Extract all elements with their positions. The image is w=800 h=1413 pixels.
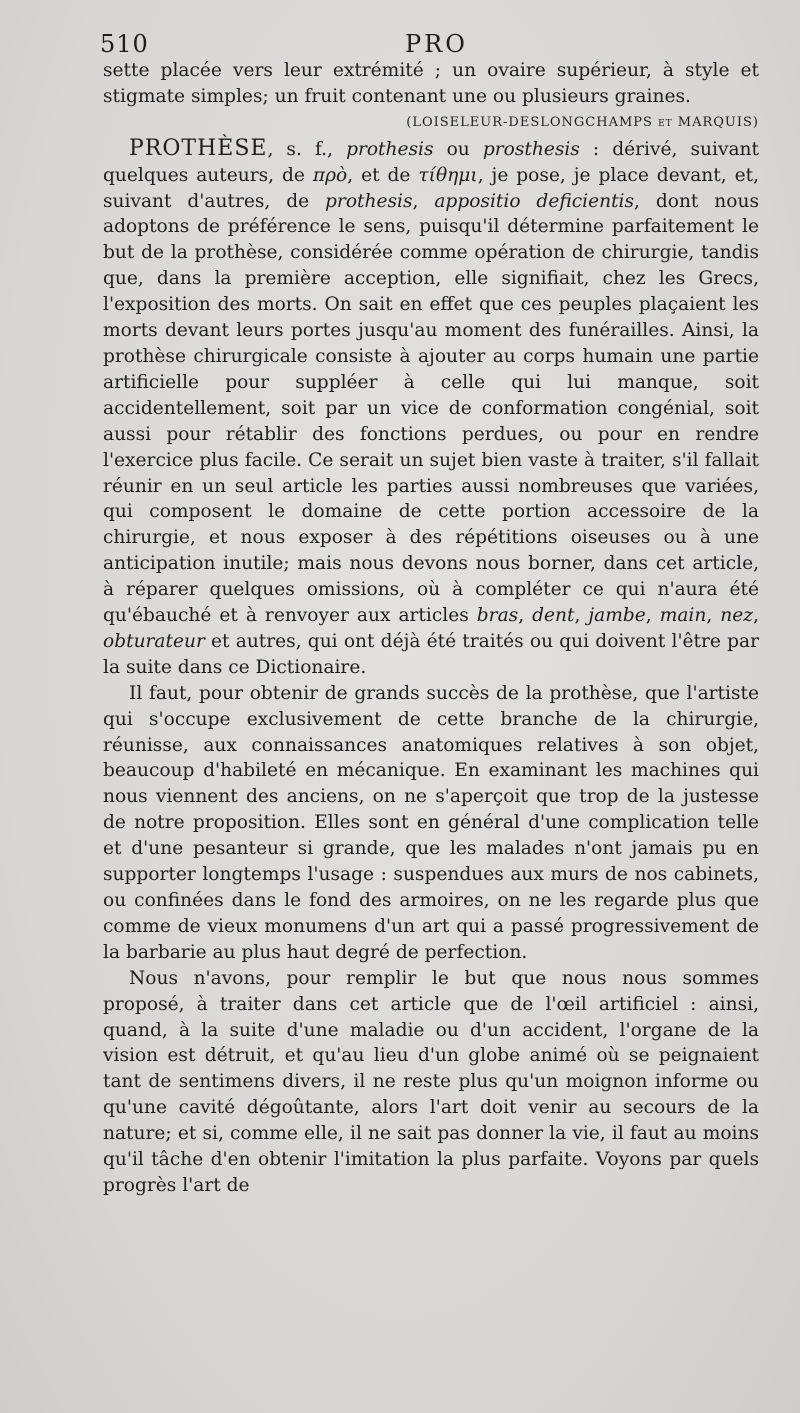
entry-headword: PROTHÈSE: [129, 135, 268, 161]
author-attribution: (LOISELEUR-DESLONGCHAMPS et MARQUIS): [406, 114, 759, 130]
paragraph-continuation: sette placée vers leur extrémité ; un ovaire supérieur, à style et stigmate simples; un fruit contenant une ou plusieurs graines.: [103, 60, 759, 107]
paragraph-artificial-eye: Nous n'avons, pour remplir le but que nous nous sommes proposé, à traiter dans cet article que de l'œil artificiel : ainsi, quand, à la suite d'une maladie ou d'un accident, l'organe de la vision est détruit, et qu'au lieu d'un globe animé où se peignaient tant de sentimens divers, il ne reste plus qu'un moignon informe ou qu'une cavité dégoûtante, alors l'art doit venir au secours de la nature; et si, comme elle, il ne sait pas donner la vie, il faut au moins qu'il tâche d'en obtenir l'imitation la plus parfaite. Voyons par quels progrès l'art de: [103, 967, 759, 1196]
paragraph-success-conditions: Il faut, pour obtenir de grands succès de la prothèse, que l'artiste qui s'occupe exclusivement de cette branche de la chirurgie, réunisse, aux connaissances anatomiques relatives à son objet, beaucoup d'habileté en mécanique. En examinant les machines qui nous viennent des anciens, on ne s'aperçoit que trop de la justesse de notre proposition. Elles sont en général d'une complication telle et d'une pesanteur si grande, que les malades n'ont jamais pu en supporter longtemps l'usage : suspendues aux murs de nos cabinets, ou confinées dans le fond des armoires, on ne les regarde plus que comme de vieux monumens d'un art qui a passé progressivement de la barbarie au plus haut degré de perfection.: [103, 682, 759, 963]
running-head: PRO: [405, 30, 468, 58]
page-number: 510: [100, 30, 149, 58]
greek-word: τίθημι: [418, 164, 478, 186]
greek-word: πρὸ: [312, 164, 348, 186]
body-text: [103, 58, 759, 1199]
paragraph-prothese-definition: PROTHÈSE, s. f., prothesis ou prosthesis : dérivé, suivant quelques auteurs, de πρὸ, et de τίθημι, je pose, je place devant, et, suivant d'autres, de prothesis, appositio deficientis, dont nous adoptons de préférence le sens, puisqu'il détermine parfaitement le but de la prothèse, considérée comme opération de chirurgie, tandis que, dans la première acception, elle signifiait, chez les Grecs, l'exposition des morts. On sait en effet que ces peuples plaçaient les morts devant leurs portes jusqu'au moment des funérailles. Ainsi, la prothèse chirurgicale consiste à ajouter au corps humain une partie artificielle pour suppléer à celle qui lui manque, soit accidentellement, soit par un vice de conformation congénial, soit aussi pour rétablir des fonctions perdues, ou pour en rendre l'exercice plus facile. Ce serait un sujet bien vaste à traiter, s'il fallait réunir en un seul article les parties aussi nombreuses que variées, qui composent le domaine de cette portion accessoire de la chirurgie, et nous exposer à des répétitions oiseuses ou à une anticipation inutile; mais nous devons nous borner, dans cet article, à réparer quelques omissions, où à compléter ce qui n'aura été qu'ébauché et à renvoyer aux articles bras, dent, jambe, main, nez, obturateur et autres, qui ont déjà été traités ou qui doivent l'être par la suite dans ce Dictionaire.: [103, 135, 759, 678]
